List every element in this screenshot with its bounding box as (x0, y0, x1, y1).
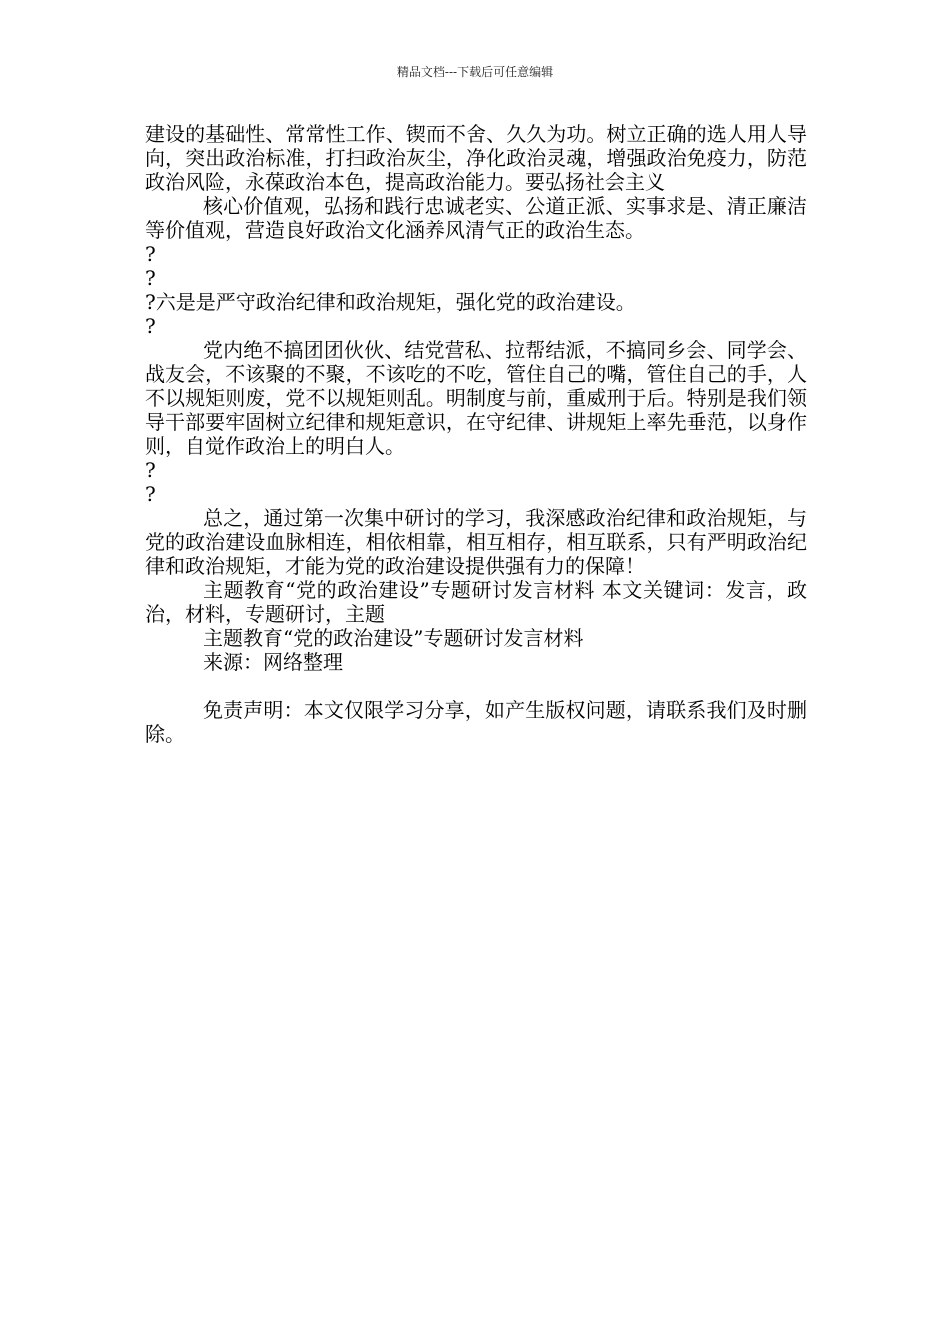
document-body (145, 122, 807, 746)
page-header: 精品文档---下载后可任意编辑 (396, 65, 554, 79)
placeholder-mark: ? (145, 482, 156, 506)
paragraph-core-values: 核心价值观，弘扬和践行忠诚老实、公道正派、实事求是、清正廉洁等价值观，营造良好政治文化涵养风清气正的政治生态。 (145, 194, 807, 242)
blank-line (145, 674, 807, 698)
paragraph-source: 来源：网络整理 (203, 650, 343, 674)
paragraph-continuation: 建设的基础性、常常性工作、锲而不舍、久久为功。树立正确的选人用人导向，突出政治标准，打扫政治灰尘，净化政治灵魂，增强政治免疫力，防范政治风险，永葆政治本色，提高政治能力。要弘扬社会主义 (145, 122, 807, 194)
section-heading-six: ?六是是严守政治纪律和政治规矩，强化党的政治建设。 (145, 290, 636, 314)
paragraph-disclaimer: 免责声明：本文仅限学习分享，如产生版权问题，请联系我们及时删除。 (145, 698, 807, 746)
paragraph-discipline: 党内绝不搞团团伙伙、结党营私、拉帮结派，不搞同乡会、同学会、战友会，不该聚的不聚，不该吃的不吃，管住自己的嘴，管住自己的手，人不以规矩则废，党不以规矩则乱。明制度与前，重威刑于后。特别是我们领导干部要牢固树立纪律和规矩意识，在守纪律、讲规矩上率先垂范，以身作则，自觉作政治上的明白人。 (145, 338, 807, 458)
placeholder-mark: ? (145, 242, 156, 266)
paragraph-keywords: 主题教育“党的政治建设”专题研讨发言材料 本文关键词：发言，政治，材料，专题研讨，主题 (145, 578, 807, 626)
placeholder-mark: ? (145, 314, 156, 338)
paragraph-title-repeat: 主题教育“党的政治建设”专题研讨发言材料 (203, 626, 584, 650)
paragraph-conclusion: 总之，通过第一次集中研讨的学习，我深感政治纪律和政治规矩，与党的政治建设血脉相连，相依相靠，相互相存，相互联系，只有严明政治纪律和政治规矩，才能为党的政治建设提供强有力的保障！ (145, 506, 807, 578)
placeholder-mark: ? (145, 266, 156, 290)
placeholder-mark: ? (145, 458, 156, 482)
